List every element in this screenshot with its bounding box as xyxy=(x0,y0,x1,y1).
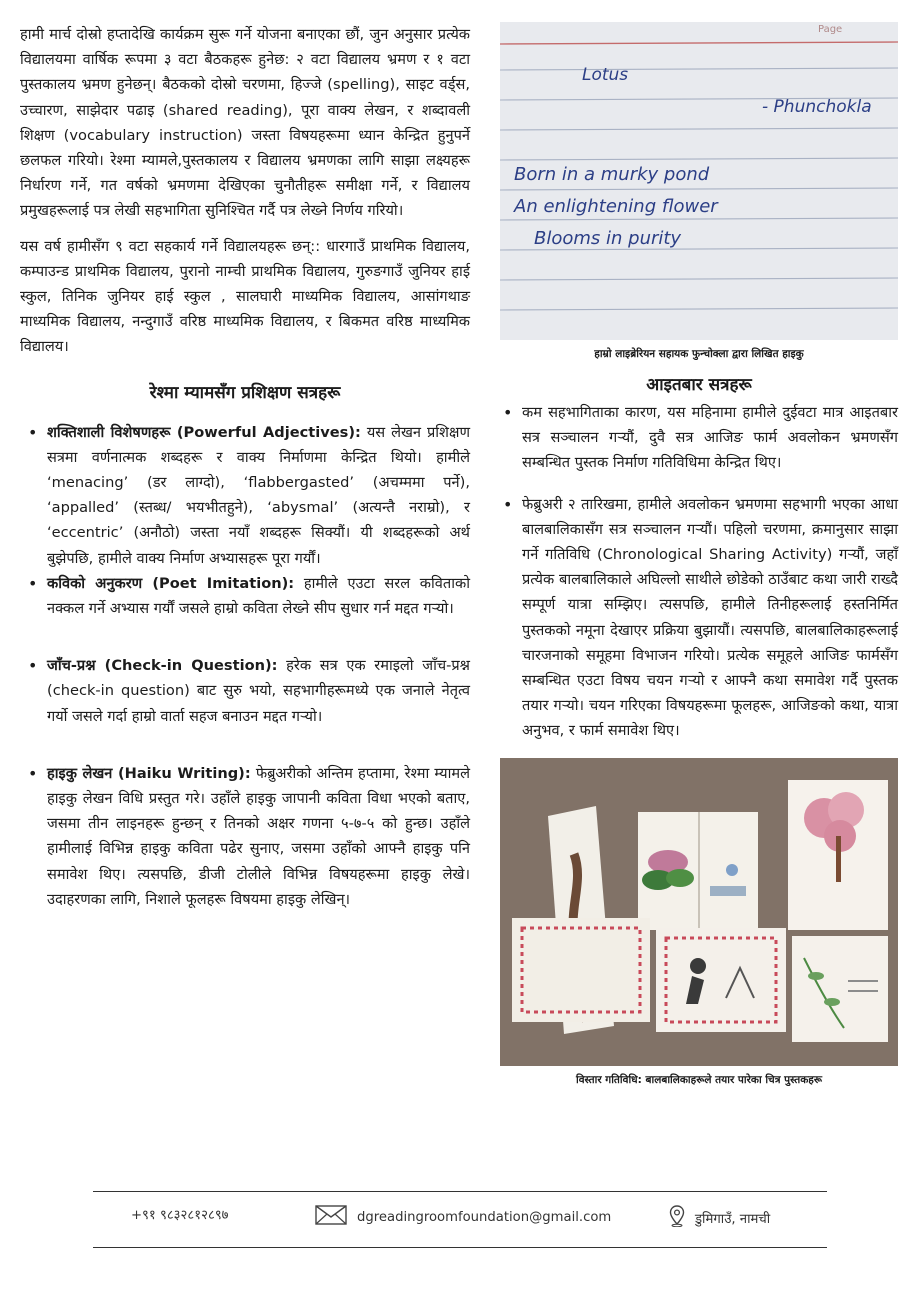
intro-paragraph: हामी मार्च दोस्रो हप्तादेखि कार्यक्रम सुरू गर्ने योजना बनाएका छौं, जुन अनुसार प्रत्येक विद्यालयमा वार्षिक रूपमा ३ वटा बैठकहरू हुनेछ: २ वटा विद्यालय भ्रमण र १ वटा पुस्तकालय भ्रमण हुनेछन्। बैठकको दोस्रो चरणमा, हिज्जे (spelling), साइट वर्ड्स, उच्चारण, साझेदार पढाइ (shared reading), पूरा वाक्य लेखन, र शब्दावली शिक्षण (vocabulary instruction) जस्ता विषयहरूमा ध्यान केन्द्रित हुनुपर्ने छलफल गरियो। रेश्मा म्यामले,पुस्तकालय र विद्यालय भ्रमणका लागि साझा लक्ष्यहरू निर्धारण गर्ने, गत वर्षको भ्रमणमा देखिएका चुनौतीहरू समीक्षा गर्ने, र विद्यालय प्रमुखहरूलाई पत्र लेखी सहभागिता सुनिश्चित गर्दै पत्र लेख्ने निर्णय गरियो। xyxy=(20,26,470,220)
notebook-photo-caption: हाम्रो लाइब्रेरियन सहायक फुन्चोक्ला द्वारा लिखित हाइकु xyxy=(594,348,804,360)
list-item xyxy=(47,571,470,621)
bullet-text: हरेक सत्र एक रमाइलो जाँच-प्रश्न (check-in question) बाट सुरु भयो, सहभागीहरूमध्ये एक जनाले नेतृत्व गर्यो जसले गर्दा हाम्रो वार्ता सहज बनाउन मद्दत गर्‍यो। xyxy=(47,657,471,725)
training-sessions-heading: रेश्मा म्यामसँग प्रशिक्षण सत्रहरू xyxy=(149,382,341,403)
list-item xyxy=(47,761,470,912)
footer-email xyxy=(315,1205,611,1229)
footer-divider-bottom xyxy=(93,1247,827,1248)
right-column xyxy=(500,22,898,1088)
bullet-text: फेब्रुअरीको अन्तिम हप्तामा, रेश्मा म्यामले हाइकु लेखन विधि प्रस्तुत गरे। उहाँले हाइकु जापानी कविता विधा भएको बताए, जसमा तीन लाइनहरू हुन्छन् र तिनको अक्षर गणना ५-७-५ को हुन्छ। उहाँले हामीलाई विभिन्न हाइकु कविता पढेर सुनाए, जसमा उहाँको आफ्नै हाइकु पनि समावेश थिए। त्यसपछि, डीजी टोलीले विभिन्न विषयहरूमा हाइकु लेखे। उदाहरणका लागि, निशाले फूलहरू विषयमा हाइकु लेखिन्। xyxy=(47,764,470,908)
bullet-term: हाइकु लेखन (Haiku Writing): xyxy=(47,764,251,782)
envelope-icon xyxy=(315,1205,347,1229)
footer-phone xyxy=(131,1205,229,1223)
bullet-text: यस लेखन प्रशिक्षण सत्रमा वर्णनात्मक शब्दहरू र वाक्य निर्माणमा केन्द्रित थियो। हामीले ‘menacing’ (डर लाग्दो), ‘flabbergasted’ (अचम्ममा पर्ने), ‘appalled’ (स्तब्ध/ भयभीतहुने), ‘abysmal’ (अत्यन्तै नराम्रो), र ‘eccentric’ (अनौठो) जस्ता नयाँ शब्दहरू सिक्यौं। यी शब्दहरूको अर्थ बुझेपछि, हामीले वाक्य निर्माण अभ्यासहरू पूरा गर्यौं। xyxy=(47,423,470,567)
map-pin-icon xyxy=(669,1205,685,1231)
list-item: • फेब्रुअरी २ तारिखमा, हामीले अवलोकन भ्रमणमा सहभागी भएका आधा बालबालिकासँग सत्र सञ्चालन गर्‍यौं। पहिलो चरणमा, क्रमानुसार साझा गर्ने गतिविधि (Chronological Sharing Activity) गर्‍यौं, जहाँ प्रत्येक बालबालिकाले अघिल्लो साथीले छोडेको ठाउँबाट कथा जारी राख्दै सम्पूर्ण यात्रा सम्झिए। त्यसपछि, हामीले तिनीहरूलाई हस्तनिर्मित पुस्तकको नमूना देखाएर प्रक्रिया बुझायौं। त्यसपछि, बालबालिकाहरूलाई चारजनाको समूहमा विभाजन गरियो। प्रत्येक समूहले आजिङ फार्मसँग सम्बन्धित एउटा विषय चयन गर्‍यो र आफ्नै कथा समावेश गर्दै पुस्तक तयार गर्‍यो। चयन गरिएका विषयहरूमा फूलहरू, आजिङको कथा, यात्रा अनुभव, र फार्म समावेश थिए। xyxy=(522,492,898,744)
bullet-text: हामीले एउटा सरल कविताको नक्कल गर्ने अभ्यास गर्यौं जसले हाम्रो कविता लेख्ने सीप सुधार गर्न मद्दत गर्‍यो। xyxy=(47,574,470,618)
training-list xyxy=(20,420,470,912)
schools-paragraph: यस वर्ष हामीसँग ९ वटा सहकार्य गर्ने विद्यालयहरू छन्:: धारगाउँ प्राथमिक विद्यालय, कम्पाउन्ड प्राथमिक विद्यालय, पुरानो नाम्ची प्राथमिक विद्यालय, गुरुङगाउँ जुनियर हाई स्कुल, तिनिक जुनियर हाई स्कुल , सालघारी माध्यमिक विद्यालय, आसांगथाङ माध्यमिक विद्यालय, नन्दुगाउँ वरिष्ठ माध्यमिक विद्यालय, र बिकमत वरिष्ठ माध्यमिक विद्यालय। xyxy=(20,237,470,356)
list-item: • कम सहभागिताका कारण, यस महिनामा हामीले दुईवटा मात्र आइतबार सत्र सञ्चालन गर्‍यौं, दुवै सत्र आजिङ फार्म अवलोकन भ्रमणसँग सम्बन्धित पुस्तक निर्माण गतिविधिमा केन्द्रित थिए। xyxy=(522,400,898,476)
sunday-sessions-heading: आइतबार सत्रहरू xyxy=(646,375,752,395)
sunday-sessions-list xyxy=(500,400,898,744)
left-column xyxy=(20,22,470,912)
bullet-term: कविको अनुकरण (Poet Imitation): xyxy=(47,574,295,592)
footer-divider-top xyxy=(93,1191,827,1192)
list-item xyxy=(47,653,470,729)
haiku-line-3: Blooms in purity xyxy=(534,228,682,249)
phone-number: +९१ ९८३२८१२८९७ xyxy=(131,1208,229,1223)
location-text: डुमिगाउँ, नामची xyxy=(695,1212,771,1227)
bullet-term: शक्तिशाली विशेषणहरू (Powerful Adjectives): xyxy=(47,423,361,441)
list-item xyxy=(47,420,470,571)
bullet-term: जाँच-प्रश्न (Check-in Question): xyxy=(47,657,278,675)
haiku-notebook-photo xyxy=(500,22,898,340)
picture-books-photo xyxy=(500,758,898,1066)
notebook-page-drawing xyxy=(500,22,898,340)
email-link[interactable]: dgreadingroomfoundation@gmail.com xyxy=(357,1209,612,1225)
haiku-line-2: An enlightening flower xyxy=(514,196,718,217)
haiku-author: - Phunchokla xyxy=(762,97,872,117)
footer xyxy=(93,1200,827,1230)
haiku-title: Lotus xyxy=(582,65,629,85)
footer-location xyxy=(669,1205,770,1231)
books-photo-caption: विस्तार गतिविधि: बालबालिकाहरूले तयार पारेका चित्र पुस्तकहरू xyxy=(575,1073,822,1086)
haiku-line-1: Born in a murky pond xyxy=(514,164,710,185)
picture-books-drawing xyxy=(500,758,898,1066)
page-label: Page xyxy=(818,24,843,35)
